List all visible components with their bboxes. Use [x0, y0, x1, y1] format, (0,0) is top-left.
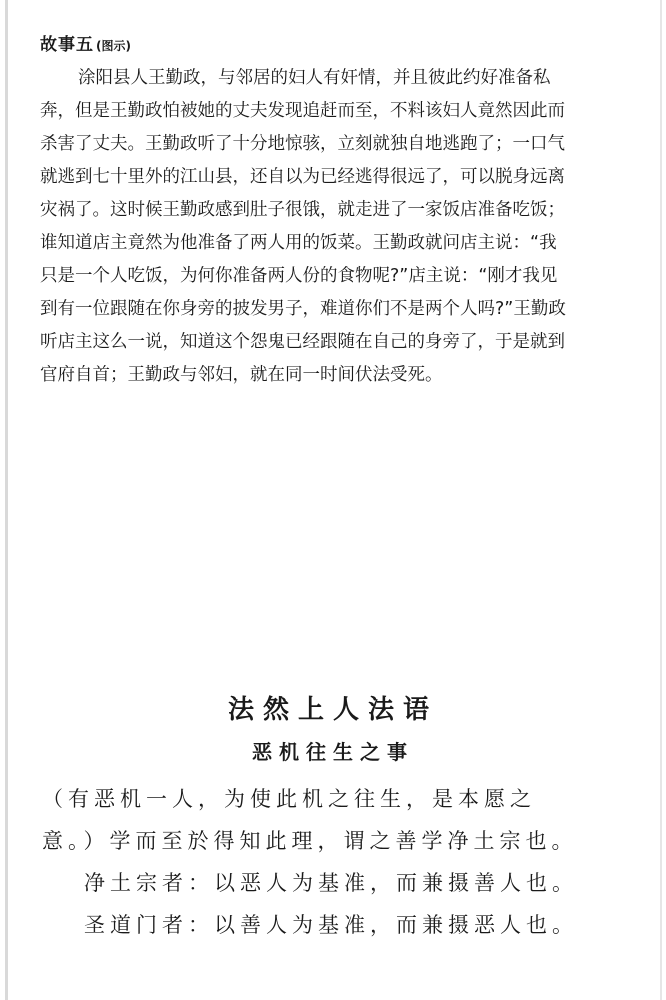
quote-line: 净土宗者：以恶人为基准，而兼摄善人也。: [84, 871, 578, 895]
story-line: 奔，但是王勤政怕被她的丈夫发现追赶而至，不料该妇人竟然因此而: [40, 101, 565, 121]
story-line: 只是一个人吃饭，为何你准备两人份的食物呢?”店主说：“刚才我见: [40, 266, 558, 286]
story-line: 谁知道店主竟然为他准备了两人用的饭菜。王勤政就问店主说：“我: [40, 233, 557, 253]
story-line: 杀害了丈夫。王勤政听了十分地惊骇，立刻就独自地逃跑了；一口气: [40, 134, 565, 154]
quote-body: [42, 778, 642, 946]
story-line: 官府自首；王勤政与邻妇，就在同一时间伏法受死。: [40, 365, 443, 385]
story-title: 故事五: [40, 35, 94, 55]
story-line: 灾祸了。这时候王勤政感到肚子很饿，就走进了一家饭店准备吃饭；: [40, 200, 565, 220]
story-heading: [40, 32, 640, 58]
story-section: [40, 32, 640, 392]
quote-section: [0, 690, 666, 946]
story-line: 听店主这么一说，知道这个怨鬼已经跟随在自己的身旁了，于是就到: [40, 332, 565, 352]
story-tag: (图示): [96, 39, 131, 53]
quote-line: （有恶机一人，为使此机之往生，是本愿之: [42, 787, 536, 811]
quote-line: 意。）学而至於得知此理，谓之善学净土宗也。: [42, 829, 578, 853]
story-line: 到有一位跟随在你身旁的披发男子，难道你们不是两个人吗?”王勤政: [40, 299, 566, 319]
quote-title: 法然上人法语: [227, 695, 438, 725]
story-body: [40, 62, 640, 392]
quote-subtitle: 恶机往生之事: [252, 740, 414, 764]
quote-line: 圣道门者：以善人为基准，而兼摄恶人也。: [84, 913, 578, 937]
story-line: 就逃到七十里外的江山县，还自以为已经逃得很远了，可以脱身远离: [40, 167, 565, 187]
story-line: 涂阳县人王勤政，与邻居的妇人有奸情，并且彼此约好准备私: [78, 68, 551, 88]
